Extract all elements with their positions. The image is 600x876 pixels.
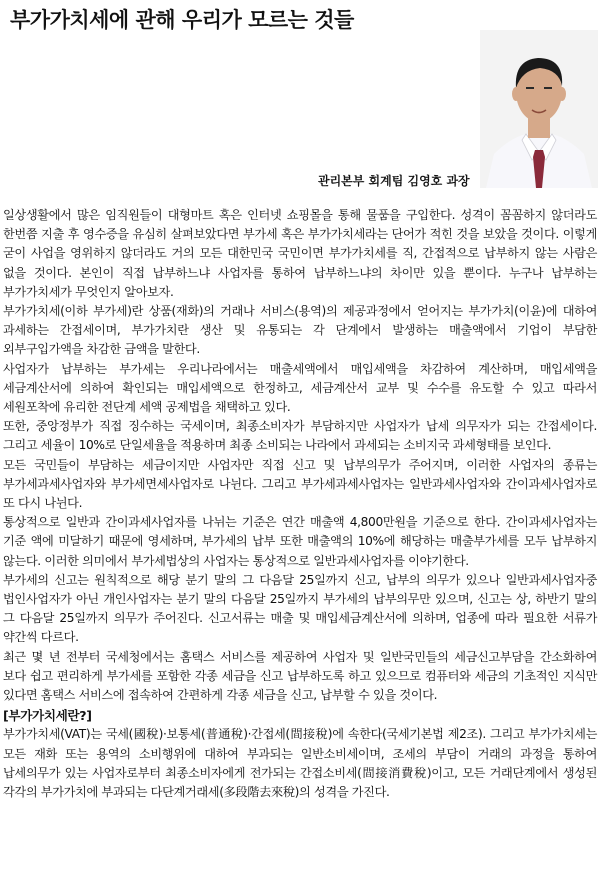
author-caption: 관리본부 회계팀 김영호 과장: [318, 174, 470, 188]
article-body: [3, 206, 597, 802]
paragraph: 부가가치세(VAT)는 국세(國稅)·보통세(普通稅)·간접세(間接稅)에 속한다(국세기본법 제2조). 그리고 부가가치세는 모든 재화 또는 용역의 소비행위에 대하여 부과되는 일반소비세이며, 조세의 부담이 거래의 과정을 통하여 납세의무가 있는 사업자로부터 최종소비자에게 전가되는 간접소비세(間接消費稅)이고, 모든 거래단계에서 생성된 각각의 부가가치에 부과되는 다단계거래세(多段階去來稅)의 성격을 가진다.: [3, 727, 597, 800]
paragraph: 최근 몇 년 전부터 국세청에서는 홈택스 서비스를 제공하여 사업자 및 일반국민들의 세금신고부담을 간소화하여 보다 쉽고 편리하게 부가세를 포함한 각종 세금을 신고 납부하도록 하고 있으므로 컴퓨터와 세금의 기초적인 지식만 있다면 홈택스 서비스에 접속하여 간편하게 각종 세금을 신고, 납부할 수 있을 것이다.: [3, 649, 597, 703]
paragraph: 통상적으로 일반과 간이과세사업자를 나뉘는 기준은 연간 매출액 4,800만원을 기준으로 한다. 간이과세사업자는 기준 액에 미달하기 때문에 영세하며, 부가세의 납부 또한 매출액의 10%에 해당하는 매출부가세를 모두 납부하지 않는다. 이러한 의미에서 부가세법상의 사업자는 통상적으로 일반과세사업자를 이야기한다.: [3, 515, 597, 568]
article-title: 부가가치세에 관해 우리가 모르는 것들: [10, 8, 354, 32]
paragraph: 부가세의 신고는 원칙적으로 해당 분기 말의 그 다음달 25일까지 신고, 납부의 의무가 있으나 일반과세사업자중 법인사업자가 아닌 개인사업자는 분기 말의 다음달 25일까지 부가세의 납부의무만 있으며, 신고는 상, 하반기 말의 그 다음달 25일까지 의무가 주어진다. 신고서류는 매출 및 매입세금계산서에 의하며, 업종에 따라 필요한 서류가 약간씩 다르다.: [3, 572, 597, 645]
portrait-image: [480, 30, 598, 188]
paragraph: 모든 국민들이 부담하는 세금이지만 사업자만 직접 신고 및 납부의무가 주어지며, 이러한 사업자의 종류는 부가세과세사업자와 부가세면세사업자로 나뉜다. 그리고 부가세과세사업자는 일반과세사업자와 간이과세사업자로 또 다시 나뉜다.: [3, 457, 597, 511]
author-photo: [480, 30, 598, 188]
paragraph: 사업자가 납부하는 부가세는 우리나라에서는 매출세액에서 매입세액을 차감하여 계산하며, 매입세액을 세금계산서에 의하여 확인되는 매입세액으로 한정하고, 세금계산서 교부 및 수수를 유도할 수 있고 따라서 세원포착에 유리한 전단계 세액 공제법을 채택하고 있다.: [3, 361, 597, 415]
paragraph: 일상생활에서 많은 임직원들이 대형마트 혹은 인터넷 쇼핑몰을 통해 물품을 구입한다. 성격이 꼼꼼하지 않더라도 한번쯤 지출 후 영수증을 유심히 살펴보았다면 부가세 혹은 부가가치세라는 단어가 적힌 것을 보았을 것이다. 이렇게 굳이 사업을 영위하지 않더라도 거의 모든 대한민국 국민이면 부가가치세를 직, 간접적으로 납부하지 않는 사람은 없을 것이다. 본인이 직접 납부하느냐 사업자를 통하여 납부하느냐의 차이만 있을 뿐이다. 누구나 납부하는 부가가치세가 무엇인지 알아보자.: [3, 208, 597, 299]
paragraph: 부가가치세(이하 부가세)란 상품(재화)의 거래나 서비스(용역)의 제공과정에서 얻어지는 부가가치(이윤)에 대하여 과세하는 간접세이며, 부가가치란 생산 및 유통되는 각 단계에서 발생하는 매출액에서 기업이 부담한 외부구입가액을 차감한 금액을 말한다.: [3, 304, 597, 357]
section-heading: [부가가치세란?]: [3, 708, 92, 724]
paragraph: 또한, 중앙정부가 직접 징수하는 국세이며, 최종소비자가 부담하지만 사업자가 납세 의무자가 되는 간접세이다. 그리고 세율이 10%로 단일세율을 적용하며 최종 소비되는 나라에서 과세되는 소비지국 과세형태를 보인다.: [3, 419, 597, 453]
